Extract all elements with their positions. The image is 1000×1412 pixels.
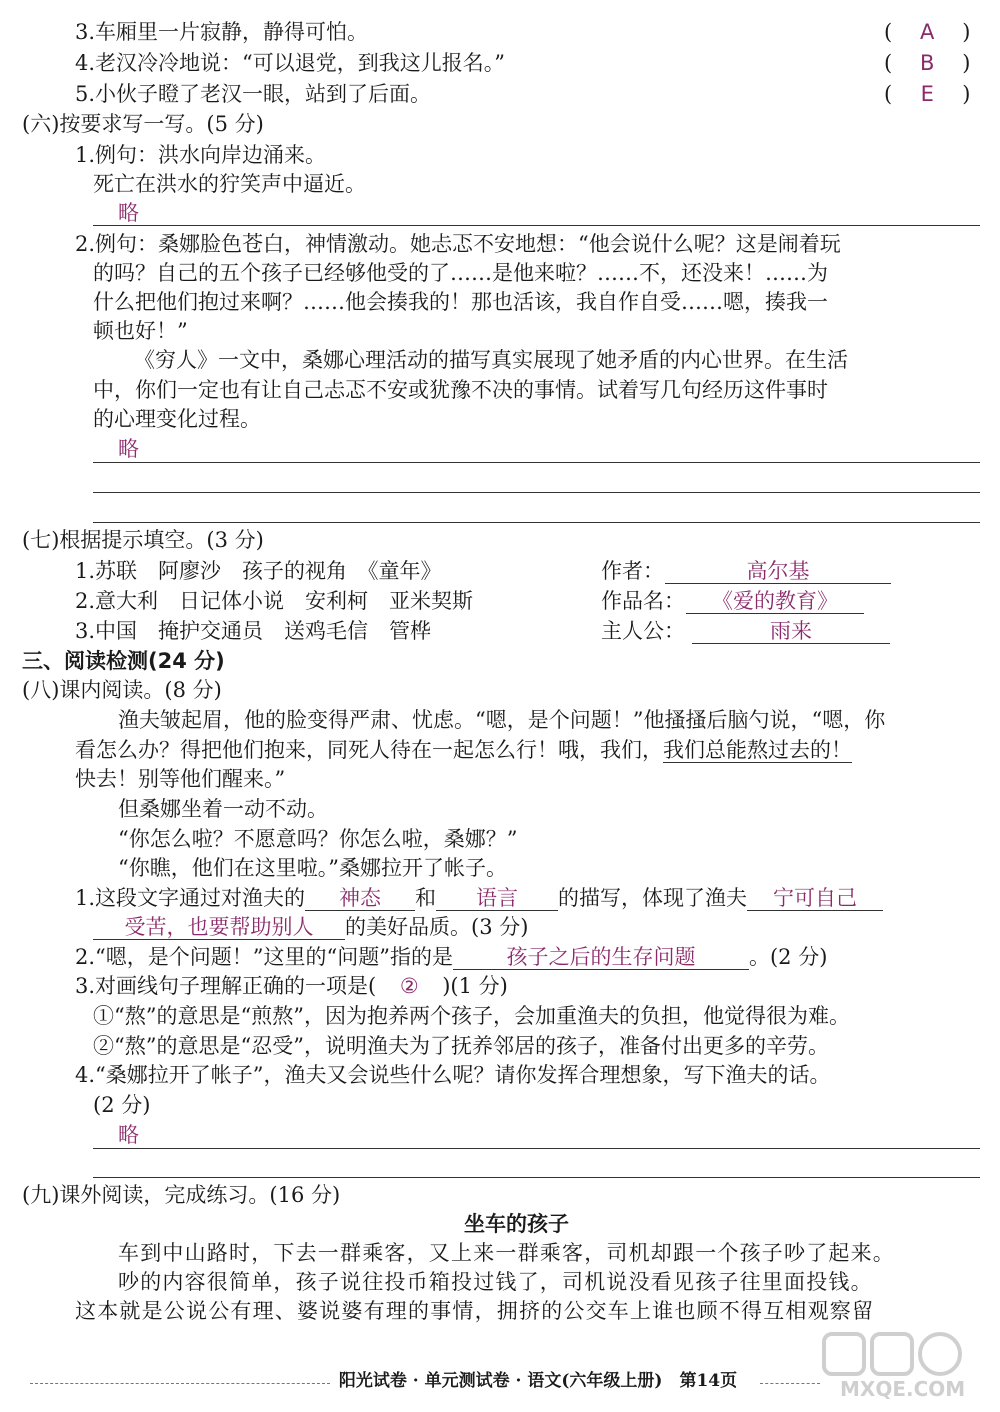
sec6-q2-line4: 顿也好！” (93, 319, 188, 343)
sec7-heading: (七)根据提示填空。(3 分) (22, 528, 264, 552)
sec8-q3 (75, 972, 508, 1000)
sec6-q1-given: 死亡在洪水的狞笑声中逼近。 (93, 172, 366, 196)
item-5-answer: ( E ) (884, 82, 971, 106)
sec6-q2-line2: 的吗？自己的五个孩子已经够他受的了……是他来啦？……不，还没来！……为 (93, 261, 828, 285)
sec7-row2-label: 作品名： (601, 589, 685, 613)
sec8-p1-line1: 渔夫皱起眉，他的脸变得严肃、忧虑。“嗯，是个问题！”他搔搔后脑勺说，“嗯，你 (118, 708, 886, 732)
sec8-q3-option-1: ①“熬”的意思是“煎熬”，因为抱养两个孩子，会加重渔夫的负担，他觉得很为难。 (93, 1004, 850, 1028)
sec7-row2-answer: 《爱的教育》 (686, 589, 864, 614)
sec6-q2-line5: 《穷人》一文中，桑娜心理活动的描写真实展现了她矛盾的内心世界。在生活 (134, 348, 848, 372)
sec8-q1-line1 (75, 884, 883, 912)
item-3-answer: ( A ) (884, 20, 971, 44)
sec8-q1-answer-3a: 宁可自己 (747, 886, 883, 911)
sec6-q2-line3: 什么把他们抱过来啊？……他会揍我的！那也活该，我自作自受……嗯，揍我一 (93, 290, 828, 314)
sec8-q4: 4.“桑娜拉开了帐子”，渔夫又会说些什么呢？请你发挥合理想象，写下渔夫的话。 (75, 1063, 831, 1087)
sec8-p1-line3: 快去！别等他们醒来。” (75, 767, 286, 791)
item-5-answer-value: E (920, 82, 934, 106)
sec6-q1-answer-line (93, 225, 980, 226)
sec7-row3-answer: 雨来 (692, 619, 890, 644)
answer-line-1 (93, 462, 980, 463)
answer-line-3 (93, 522, 980, 523)
sec8-q1-text-b: 和 (415, 886, 437, 910)
sec8-underlined-sentence: 我们总能熬过去的！ (663, 738, 852, 762)
watermark-logo (820, 1330, 990, 1402)
page-footer: 阳光试卷 · 单元测试卷 · 语文(六年级上册) 第14页 (338, 1371, 738, 1391)
sec9-p2: 吵的内容很简单，孩子说往投币箱投过钱了，司机说没看见孩子往里面投钱。 (118, 1270, 873, 1294)
answer-line-2 (93, 492, 980, 493)
item-3-answer-value: A (920, 20, 935, 44)
sec7-row1-left: 1.苏联 阿廖沙 孩子的视角 《童年》 (75, 559, 442, 583)
sec9-p3: 这本就是公说公有理、婆说婆有理的事情，拥挤的公交车上谁也顾不得互相观察留 (75, 1299, 875, 1323)
sec8-p1-line2-text: 看怎么办？得把他们抱来，同死人待在一起怎么行！哦，我们， (75, 738, 663, 762)
sec8-q2-text-b: 。(2 分) (748, 945, 828, 969)
sec7-row3-label: 主人公： (601, 619, 685, 643)
sec8-q3-option-2: ②“熬”的意思是“忍受”，说明渔夫为了抚养邻居的孩子，准备付出更多的辛劳。 (93, 1034, 829, 1058)
sec8-heading: (八)课内阅读。(8 分) (22, 678, 222, 702)
sec7-row3-blank (692, 617, 890, 645)
sec8-p1-line2 (75, 736, 852, 764)
sec8-q1-answer-2: 语言 (436, 886, 558, 911)
sec8-q1-answer-1: 神态 (305, 886, 415, 911)
sec8-q3-text-a: 3.对画线句子理解正确的一项是( (75, 974, 377, 998)
sec8-p2: 但桑娜坐着一动不动。 (118, 797, 328, 821)
sec8-q1-text-a: 1.这段文字通过对渔夫的 (75, 886, 306, 910)
item-3-text: 3.车厢里一片寂静，静得可怕。 (75, 20, 369, 44)
sec9-p1: 车到中山路时，下去一群乘客，又上来一群乘客，司机却跟一个孩子吵了起来。 (118, 1241, 895, 1265)
sec6-q1: 1.例句：洪水向岸边涌来。 (75, 143, 327, 167)
svg-text:MXQE.COM: MXQE.COM (840, 1377, 966, 1401)
sec7-row1-blank (665, 557, 891, 585)
sec6-q1-answer: 略 (118, 201, 139, 225)
sec6-q2-line6: 中，你们一定也有让自己忐忑不安或犹豫不决的事情。试着写几句经历这件事时 (93, 378, 828, 402)
item-4-answer-value: B (919, 51, 935, 75)
sec8-q4-score: (2 分) (93, 1093, 151, 1117)
sec9-heading: (九)课外阅读，完成练习。(16 分) (22, 1183, 341, 1207)
item-4-text: 4.老汉冷冷地说：“可以退党，到我这儿报名。” (75, 51, 506, 75)
sec7-row3-left: 3.中国 掩护交通员 送鸡毛信 管桦 (75, 619, 432, 643)
item-5-text: 5.小伙子瞪了老汉一眼，站到了后面。 (75, 82, 432, 106)
sec8-q2 (75, 943, 827, 971)
sec8-q2-answer: 孩子之后的生存问题 (453, 945, 749, 970)
sec8-q3-answer: ② (399, 974, 419, 998)
sec6-q2-line1: 2.例句：桑娜脸色苍白，神情激动。她忐忑不安地想：“他会说什么呢？这是闹着玩 (75, 232, 841, 256)
sec9-article-title: 坐车的孩子 (464, 1212, 569, 1236)
sec8-q4-answer: 略 (118, 1123, 139, 1147)
sec8-q1-text-c: 的描写，体现了渔夫 (558, 886, 748, 910)
footer-divider-left (30, 1383, 330, 1384)
sec7-row2-left: 2.意大利 日记体小说 安利柯 亚米契斯 (75, 589, 474, 613)
part3-heading: 三、阅读检测(24 分) (22, 649, 225, 673)
sec8-p4: “你瞧，他们在这里啦。”桑娜拉开了帐子。 (118, 856, 507, 880)
sec8-q1-text-d: 的美好品质。(3 分) (345, 915, 529, 939)
sec7-row1-answer: 高尔基 (665, 559, 891, 584)
sec6-heading: (六)按要求写一写。(5 分) (22, 112, 264, 136)
sec8-q4-line-1 (93, 1148, 980, 1149)
sec8-p3: “你怎么啦？不愿意吗？你怎么啦，桑娜？” (118, 827, 518, 851)
footer-divider-right (760, 1383, 820, 1384)
sec8-q1-answer-3b: 受苦，也要帮助别人 (93, 915, 345, 940)
sec7-row1-label: 作者： (601, 559, 664, 583)
sec8-q4-line-2 (93, 1177, 980, 1178)
sec7-row2-blank (686, 587, 864, 615)
item-4-answer: ( B ) (884, 51, 971, 75)
sec8-q1-line2 (93, 913, 528, 941)
sec6-q2-line7: 的心理变化过程。 (93, 407, 261, 431)
sec8-q3-text-b: )(1 分) (442, 974, 508, 998)
sec6-q2-answer: 略 (118, 437, 139, 461)
sec8-q2-text-a: 2.“嗯，是个问题！”这里的“问题”指的是 (75, 945, 453, 969)
